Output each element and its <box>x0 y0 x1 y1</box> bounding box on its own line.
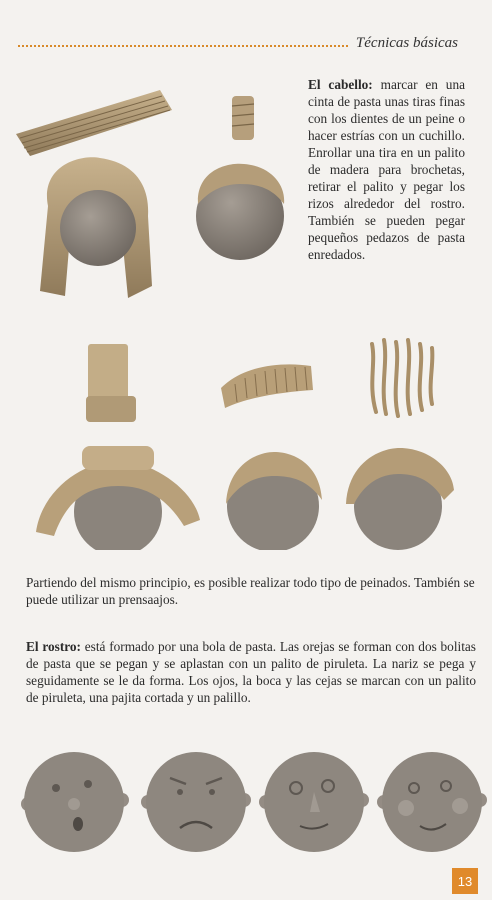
photo-head-ridged-hair <box>218 446 328 550</box>
photo-head-parted-hair <box>32 440 204 550</box>
photo-comb-strip <box>215 356 315 410</box>
hair-paragraph <box>308 76 465 263</box>
header-dotted-rule <box>18 45 348 47</box>
hair-text: marcar en una cinta de pasta unas tiras finas con los dientes de un peine o hacer estrías con un cuchillo. Enrollar una tira en un palito de madera para brochetas, retirar el palito y pegar los rizos alrededor del rostro. También se pueden pegar pequeños pedazos de pasta enredados. <box>308 77 465 262</box>
photo-block-pasta <box>82 340 142 430</box>
photo-coil-and-curly-head <box>188 92 292 264</box>
face-lead: El rostro: <box>26 639 81 654</box>
section-title: Técnicas básicas <box>355 35 458 51</box>
face-text: está formado por una bola de pasta. Las orejas se forman con dos bolitas de pasta que se pegan y se aplastan con un palito de piruleta. La nariz se pega y seguidamente se le da forma. Los ojos, la boca y las cejas se marcan con un palito de piruleta, una pajita cortada y un palillo. <box>26 639 476 705</box>
photo-pressed-strands <box>362 334 442 420</box>
page-number-badge: 13 <box>452 868 478 894</box>
face-paragraph <box>26 638 476 706</box>
photo-head-tangled-hair <box>340 440 460 552</box>
photo-face-pointy-nose <box>258 742 370 856</box>
photo-face-surprised <box>16 744 134 856</box>
hair-lead: El cabello: <box>308 77 373 92</box>
photo-strip-and-long-hair-head <box>10 86 180 311</box>
photo-face-worried <box>140 744 252 856</box>
photo-face-smiling <box>376 742 488 856</box>
hairstyles-paragraph: Partiendo del mismo principio, es posible realizar todo tipo de peinados. También se puede utilizar un prensaajos. <box>26 575 475 607</box>
page-header <box>18 30 458 52</box>
